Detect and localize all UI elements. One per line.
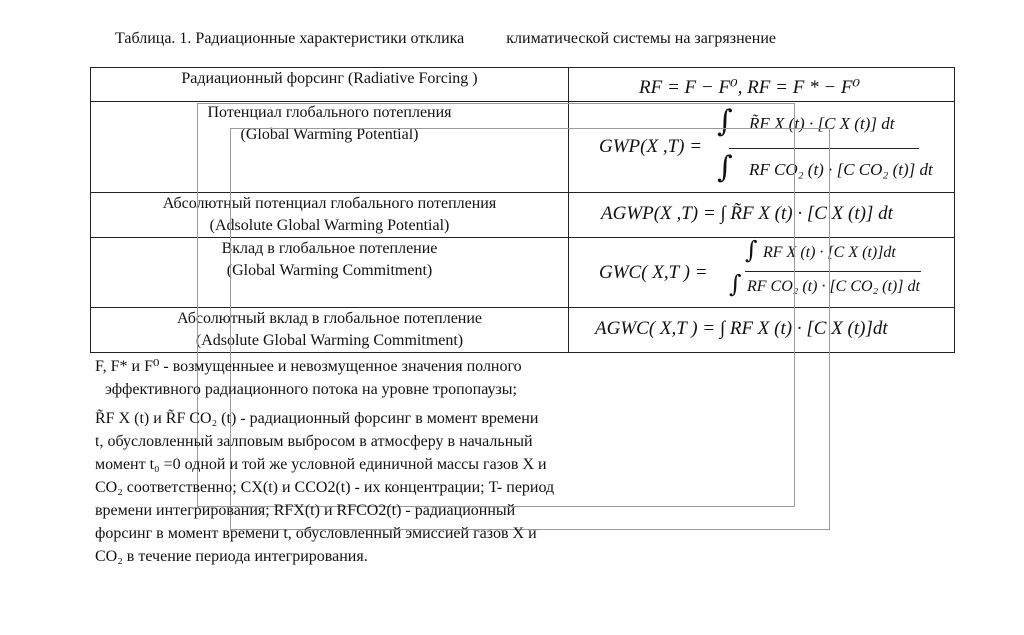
notes-block: [95, 355, 695, 568]
row-rf-formula: [569, 68, 955, 102]
formula-lhs: GWP(X ,T) =: [599, 136, 703, 157]
notes-line: R̃F X (t) и R̃F CO₂ (t) - радиационный форсинг в момент времени: [95, 410, 539, 427]
table-caption: [115, 30, 776, 48]
table-row: [91, 238, 955, 308]
row-gwc-formula: [569, 238, 955, 308]
integral-icon: ∫: [729, 270, 742, 298]
table-row: [91, 68, 955, 102]
formula-agwp: AGWP(X ,T) = ∫ R̃F X (t) · [C X (t)] dt: [601, 203, 893, 224]
notes-line: времени интегрирования; RFX(t) и RFCO2(t) - радиационный: [95, 502, 516, 519]
notes-line: момент t₀ =0 одной и той же условной единичной массы газов X и: [95, 456, 547, 473]
desc-line2: (Global Warming Potential): [240, 126, 419, 143]
table-row: [91, 308, 955, 353]
notes-line: t, обусловленный залповым выбросом в атмосферу в начальный: [95, 433, 533, 450]
formula-numerator: RF X (t) · [C X (t)]dt: [763, 244, 896, 261]
notes-line: эффективного радиационного потока на уровне тропопаузы;: [105, 381, 517, 398]
radiation-table: [90, 67, 955, 353]
row-agwp-formula: [569, 193, 955, 238]
notes-line: CO₂ соответственно; CX(t) и CCO2(t) - их концентрации; T- период: [95, 479, 555, 496]
table-row: [91, 102, 955, 193]
fraction-line: [729, 148, 919, 149]
desc-line1: Радиационный форсинг (Radiative Forcing ): [181, 70, 478, 87]
desc-line2: (Adsolute Global Warming Potential): [209, 217, 450, 234]
formula-rf: RF = F − F⁰, RF = F * − F⁰: [639, 77, 861, 98]
integral-icon: ∫: [717, 150, 733, 185]
formula-lhs: GWC( X,T ) =: [599, 262, 708, 283]
fraction-line: [745, 271, 921, 272]
integral-icon: ∫: [745, 236, 758, 264]
desc-line1: Вклад в глобальное потепление: [221, 240, 438, 257]
formula-agwc: AGWC( X,T ) = ∫ RF X (t) · [C X (t)]dt: [595, 318, 888, 339]
notes-line: CO₂ в течение периода интегрирования.: [95, 548, 368, 565]
notes-line: F, F* и F⁰ - возмущенныее и невозмущенное значения полного: [95, 358, 522, 375]
row-gwp-desc: [91, 102, 569, 193]
formula-denominator: RF CO₂ (t) · [C CO₂ (t)] dt: [749, 160, 933, 179]
formula-numerator: R̃F X (t) · [C X (t)] dt: [749, 114, 895, 133]
desc-line1: Потенциал глобального потепления: [207, 104, 452, 121]
integral-icon: ∫: [717, 104, 733, 139]
row-gwp-formula: [569, 102, 955, 193]
desc-line1: Абсолютный потенциал глобального потепления: [162, 195, 497, 212]
row-gwc-desc: [91, 238, 569, 308]
desc-line1: Абсолютный вклад в глобальное потепление: [176, 310, 483, 327]
table-row: [91, 193, 955, 238]
desc-line2: (Adsolute Global Warming Commitment): [195, 332, 464, 349]
formula-denominator: RF CO₂ (t) · [C CO₂ (t)] dt: [747, 278, 920, 295]
caption-right: климатической системы на загрязнение: [506, 30, 776, 47]
row-agwc-desc: [91, 308, 569, 353]
row-rf-desc: [91, 68, 569, 102]
notes-line: форсинг в момент времени t, обусловленный эмиссией газов X и: [95, 525, 537, 542]
caption-left: Таблица. 1. Радиационные характеристики отклика: [115, 30, 465, 47]
row-agwc-formula: [569, 308, 955, 353]
desc-line2: (Global Warming Commitment): [226, 262, 433, 279]
row-agwp-desc: [91, 193, 569, 238]
